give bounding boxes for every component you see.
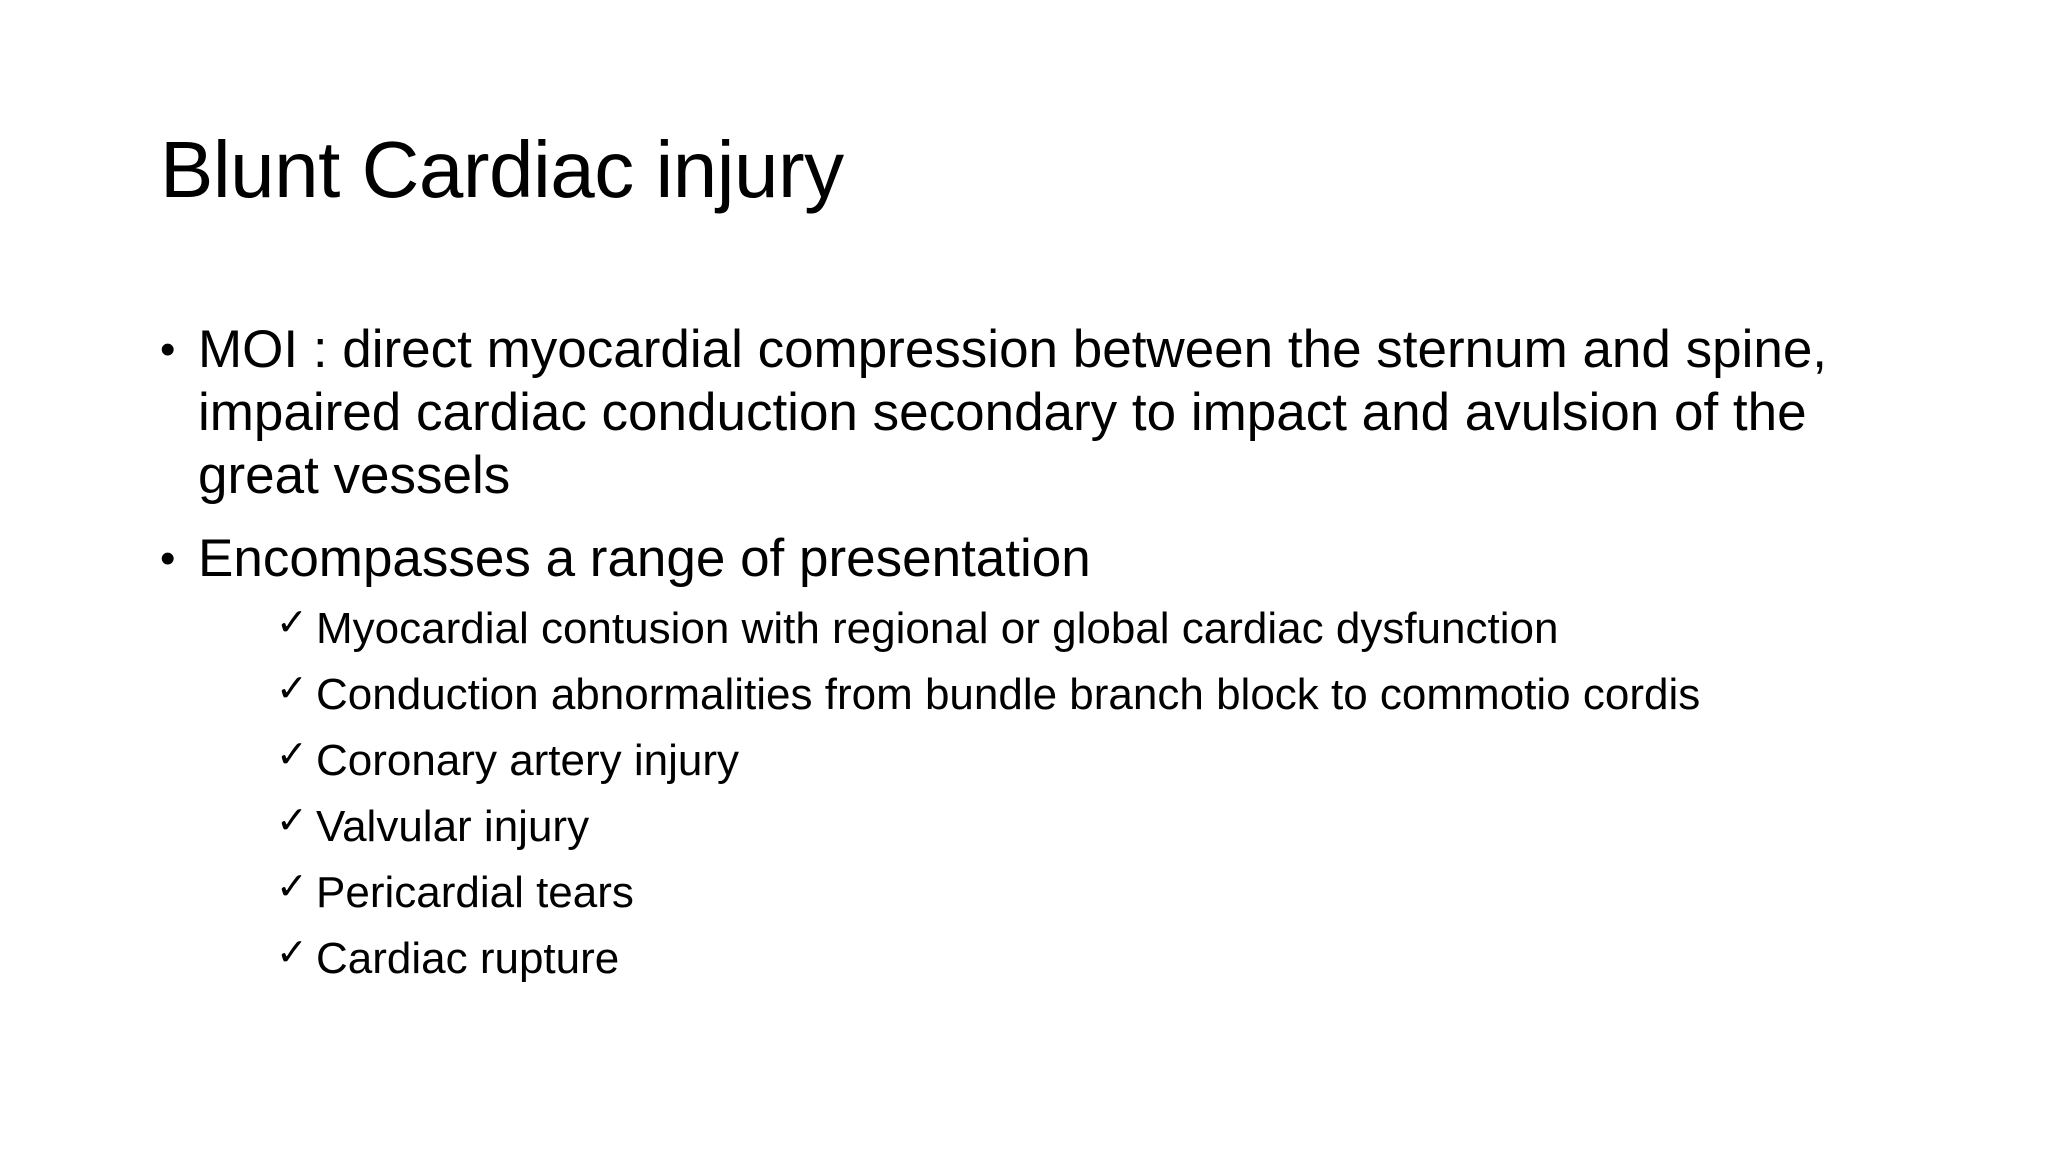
sub-bullet-text: Pericardial tears (316, 868, 634, 917)
sub-bullet-text: Myocardial contusion with regional or global cardiac dysfunction (316, 604, 1559, 653)
checkmark-icon: ✓ (276, 800, 308, 842)
bullet-item (160, 318, 1920, 507)
sub-bullet-item (198, 794, 1920, 860)
sub-bullet-text: Conduction abnormalities from bundle branch block to commotio cordis (316, 670, 1701, 719)
sub-bullet-text: Cardiac rupture (316, 934, 620, 983)
sub-bullet-item (198, 860, 1920, 926)
sub-bullet-item (198, 926, 1920, 992)
sub-bullet-item (198, 662, 1920, 728)
checkmark-icon: ✓ (276, 866, 308, 908)
bullet-dot-icon: • (160, 325, 176, 374)
bullet-dot-icon: • (160, 534, 176, 583)
checkmark-icon: ✓ (276, 734, 308, 776)
bullet-item (160, 527, 1920, 992)
sub-bullet-text: Coronary artery injury (316, 736, 740, 785)
bullet-text: MOI : direct myocardial compression between the sternum and spine, impaired cardiac conduction secondary to impact and avulsion of the great vessels (198, 320, 1828, 505)
sub-bullet-list (198, 596, 1920, 992)
sub-bullet-item (198, 728, 1920, 794)
slide-body (160, 318, 1920, 1012)
bullet-text: Encompasses a range of presentation (198, 529, 1091, 588)
sub-bullet-text: Valvular injury (316, 802, 590, 851)
slide-title: Blunt Cardiac injury (160, 125, 844, 214)
checkmark-icon: ✓ (276, 932, 308, 974)
sub-bullet-item (198, 596, 1920, 662)
checkmark-icon: ✓ (276, 602, 308, 644)
checkmark-icon: ✓ (276, 668, 308, 710)
